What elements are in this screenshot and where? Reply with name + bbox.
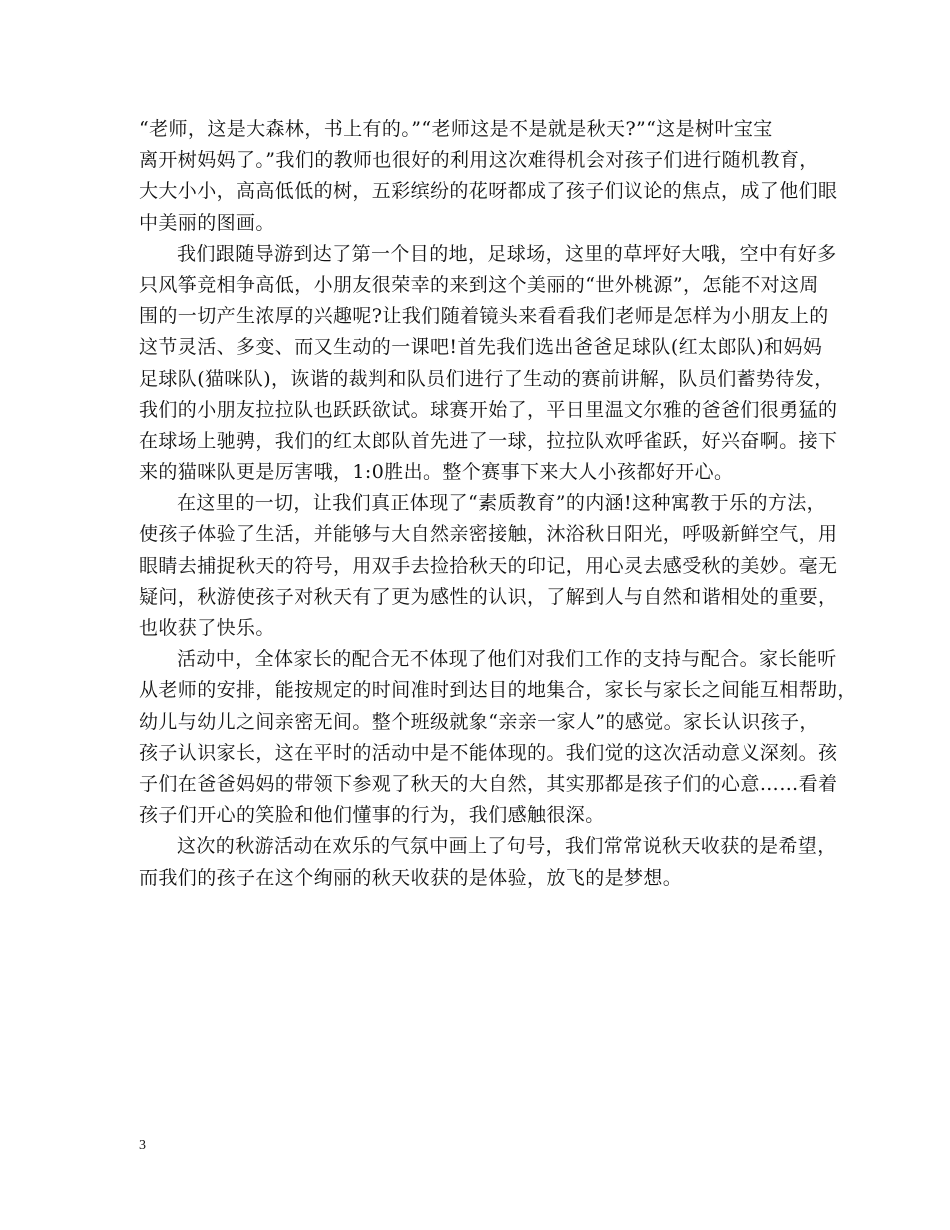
text-line: 这次的秋游活动在欢乐的气氛中画上了句号，我们常常说秋天收获的是希望，: [177, 835, 837, 858]
text-line: 这节灵活、多变、而又生动的一课吧!首先我们选出爸爸足球队(红太郎队)和妈妈: [139, 336, 823, 359]
text-line: 来的猫咪队更是厉害哦，1:0胜出。整个赛事下来大人小孩都好开心。: [139, 461, 734, 484]
page-number: 3: [139, 1138, 146, 1153]
text-line: 只风筝竞相争高低，小朋友很荣幸的来到这个美丽的“世外桃源”，怎能不对这周: [139, 273, 819, 296]
text-line: 疑问，秋游使孩子对秋天有了更为感性的认识，了解到人与自然和谐相处的重要，: [139, 585, 838, 608]
text-line: 离开树妈妈了。”我们的教师也很好的利用这次难得机会对孩子们进行随机教育，: [139, 149, 819, 172]
body-text: [139, 114, 857, 894]
text-line: 从老师的安排，能按规定的时间准时到达目的地集合，家长与家长之间能互相帮助，: [139, 679, 857, 702]
text-line: 而我们的孩子在这个绚丽的秋天收获的是体验，放飞的是梦想。: [139, 866, 683, 889]
text-line: 我们的小朋友拉拉队也跃跃欲试。球赛开始了，平日里温文尔雅的爸爸们很勇猛的: [139, 398, 838, 421]
text-line: 在球场上驰骋，我们的红太郎队首先进了一球，拉拉队欢呼雀跃，好兴奋啊。接下: [139, 429, 838, 452]
text-line: 幼儿与幼儿之间亲密无间。整个班级就象“亲亲一家人”的感觉。家长认识孩子，: [139, 710, 819, 733]
text-line: 我们跟随导游到达了第一个目的地，足球场，这里的草坪好大哦，空中有好多: [177, 242, 837, 265]
text-line: 活动中，全体家长的配合无不体现了他们对我们工作的支持与配合。家长能听: [177, 648, 837, 671]
text-line: 中美丽的图画。: [139, 211, 275, 234]
text-line: 孩子们开心的笑脸和他们懂事的行为，我们感触很深。: [139, 804, 605, 827]
text-line: 足球队(猫咪队)，诙谐的裁判和队员们进行了生动的赛前讲解，队员们蓄势待发，: [139, 367, 834, 390]
text-line: 围的一切产生浓厚的兴趣呢?让我们随着镜头来看看我们老师是怎样为小朋友上的: [139, 305, 829, 328]
text-line: 也收获了快乐。: [139, 617, 275, 639]
text-line: 子们在爸爸妈妈的带领下参观了秋天的大自然，其实那都是孩子们的心意……看着: [139, 772, 838, 795]
text-line: 使孩子体验了生活，并能够与大自然亲密接触，沐浴秋日阳光，呼吸新鲜空气，用: [139, 523, 838, 546]
text-line: 眼睛去捕捉秋天的符号，用双手去捡拾秋天的印记，用心灵去感受秋的美妙。毫无: [139, 554, 838, 577]
text-line: 在这里的一切，让我们真正体现了“素质教育”的内涵!这种寓教于乐的方法，: [177, 492, 827, 515]
text-line: 大大小小，高高低低的树，五彩缤纷的花呀都成了孩子们议论的焦点，成了他们眼: [139, 180, 838, 203]
text-line: 孩子认识家长，这在平时的活动中是不能体现的。我们觉的这次活动意义深刻。孩: [139, 741, 838, 764]
text-line: “老师，这是大森林，书上有的。”“老师这是不是就是秋天?”“这是树叶宝宝: [139, 118, 773, 140]
